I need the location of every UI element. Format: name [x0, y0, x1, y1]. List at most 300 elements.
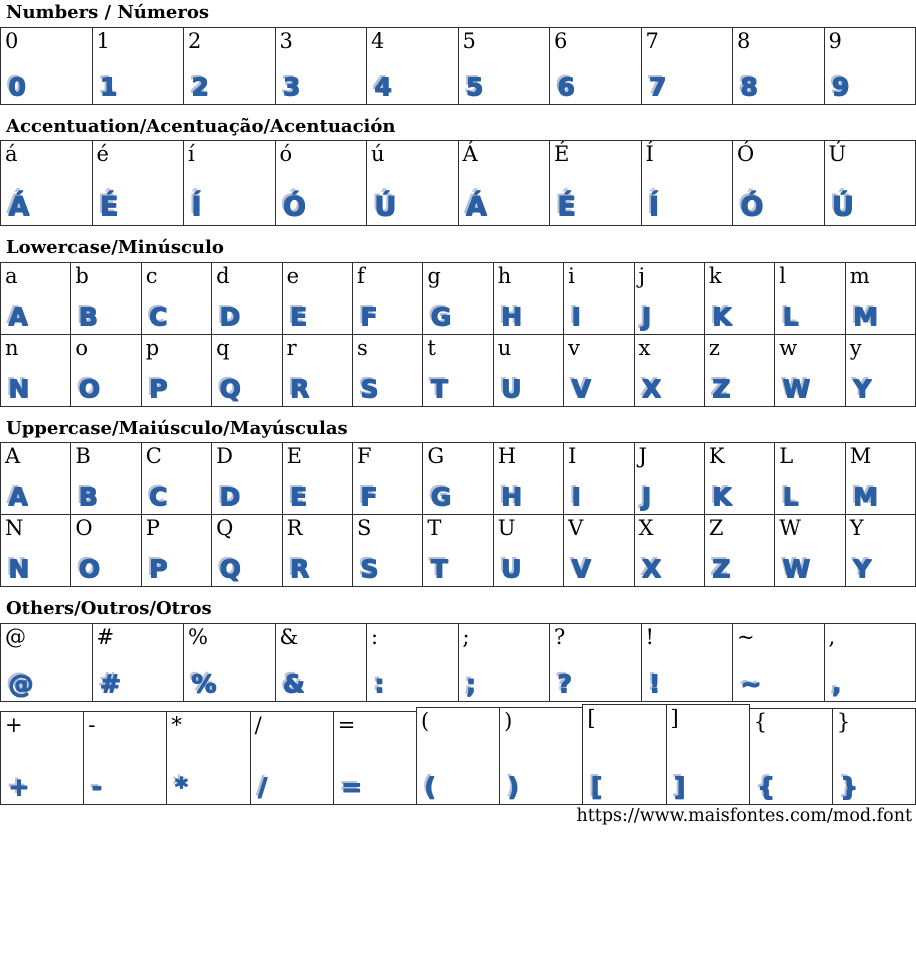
glyph-row — [0, 623, 916, 702]
glyph-sample: F — [360, 304, 377, 329]
glyph-cell — [493, 442, 564, 515]
glyph-cell — [275, 623, 368, 702]
glyph-sample: T — [430, 556, 447, 581]
glyph-cell — [493, 334, 564, 407]
glyph-cell — [183, 623, 276, 702]
glyph-sample: Ú — [374, 193, 396, 220]
glyph-label: Z — [709, 515, 724, 541]
glyph-sample: : — [374, 671, 384, 696]
glyph-sample: N — [8, 556, 29, 581]
glyph-row — [0, 334, 916, 407]
glyph-cell — [422, 262, 493, 335]
glyph-cell — [458, 623, 551, 702]
glyph-cell — [845, 442, 916, 515]
glyph-label: 0 — [5, 28, 18, 54]
glyph-cell — [211, 442, 282, 515]
glyph-cell — [563, 514, 634, 587]
glyph-label: l — [779, 263, 786, 289]
glyph-sample: G — [430, 304, 451, 329]
glyph-sample: O — [78, 376, 99, 401]
glyph-sample: Ó — [740, 193, 763, 220]
glyph-sample: V — [571, 376, 590, 401]
glyph-label: @ — [5, 624, 26, 650]
glyph-label: o — [75, 335, 88, 361]
glyph-cell — [141, 442, 212, 515]
glyph-label: P — [146, 515, 160, 541]
glyph-sample: V — [571, 556, 590, 581]
glyph-sample: Y — [853, 376, 871, 401]
glyph-label: y — [850, 335, 862, 361]
glyph-sample: / — [258, 774, 267, 799]
glyph-label: - — [88, 712, 95, 738]
glyph-row — [0, 262, 916, 335]
glyph-label: n — [5, 335, 19, 361]
glyph-sample: Q — [219, 556, 240, 581]
glyph-label: N — [5, 515, 23, 541]
glyph-sample: W — [782, 556, 810, 581]
glyph-label: B — [75, 443, 90, 469]
section-title-accentuation: Accentuation/Acentuação/Acentuación — [0, 116, 916, 141]
glyph-label: { — [754, 709, 767, 735]
glyph-sample: E — [290, 484, 307, 509]
glyph-cell — [422, 514, 493, 587]
glyph-label: X — [639, 515, 654, 541]
glyph-sample: L — [782, 484, 798, 509]
glyph-cell — [732, 623, 825, 702]
glyph-cell — [634, 514, 705, 587]
glyph-label: ~ — [737, 624, 755, 650]
glyph-sample: X — [642, 556, 661, 581]
glyph-sample: A — [8, 484, 27, 509]
glyph-label: d — [216, 263, 229, 289]
glyph-cell — [141, 262, 212, 335]
glyph-sample: X — [642, 376, 661, 401]
glyph-cell — [275, 140, 368, 226]
glyph-row — [0, 442, 916, 515]
glyph-label: j — [639, 263, 646, 289]
glyph-label: } — [837, 709, 850, 735]
glyph-sample: S — [360, 556, 378, 581]
glyph-sample: K — [712, 484, 731, 509]
glyph-sample: = — [341, 774, 362, 799]
glyph-sample: Ó — [283, 193, 306, 220]
glyph-label: A — [5, 443, 20, 469]
glyph-cell — [845, 262, 916, 335]
glyph-cell — [70, 514, 141, 587]
glyph-cell — [352, 514, 423, 587]
glyph-table-others — [0, 623, 916, 805]
glyph-sample: R — [290, 556, 309, 581]
glyph-cell — [211, 334, 282, 407]
glyph-label: F — [357, 443, 372, 469]
glyph-cell — [282, 442, 353, 515]
glyph-sample: B — [78, 484, 97, 509]
glyph-cell — [92, 140, 185, 226]
font-specimen-page — [0, 2, 916, 827]
glyph-sample: H — [501, 304, 522, 329]
specimen-sections — [0, 2, 916, 805]
glyph-label: z — [709, 335, 720, 361]
glyph-sample: J — [642, 304, 651, 329]
glyph-cell — [422, 442, 493, 515]
glyph-label: / — [255, 712, 262, 738]
glyph-label: p — [146, 335, 159, 361]
glyph-label: ] — [671, 705, 679, 731]
glyph-label: h — [498, 263, 512, 289]
glyph-table-lowercase — [0, 262, 916, 407]
glyph-cell — [458, 27, 551, 105]
glyph-cell — [641, 27, 734, 105]
glyph-label: 6 — [554, 28, 567, 54]
glyph-label: g — [427, 263, 440, 289]
glyph-cell — [634, 262, 705, 335]
glyph-row — [0, 140, 916, 226]
glyph-cell — [666, 704, 750, 805]
glyph-sample: 6 — [557, 74, 574, 99]
glyph-cell — [422, 334, 493, 407]
glyph-cell — [732, 140, 825, 226]
glyph-sample: [ — [590, 774, 601, 799]
glyph-label: = — [338, 712, 356, 738]
glyph-cell — [366, 27, 459, 105]
glyph-label: C — [146, 443, 162, 469]
glyph-sample: Í — [649, 193, 659, 220]
glyph-label: Ú — [829, 141, 847, 167]
glyph-label: b — [75, 263, 88, 289]
glyph-cell — [416, 707, 500, 805]
glyph-label: 4 — [371, 28, 384, 54]
glyph-table-accentuation — [0, 140, 916, 226]
glyph-label: ( — [421, 708, 429, 734]
glyph-cell — [70, 262, 141, 335]
glyph-cell — [832, 708, 916, 805]
glyph-cell — [824, 623, 916, 702]
glyph-label: k — [709, 263, 722, 289]
glyph-sample: I — [571, 484, 580, 509]
glyph-label: I — [568, 443, 576, 469]
glyph-cell — [549, 140, 642, 226]
glyph-cell — [641, 623, 734, 702]
glyph-table-numbers — [0, 27, 916, 105]
glyph-sample: # — [100, 671, 121, 696]
glyph-cell — [774, 262, 845, 335]
glyph-label: 7 — [646, 28, 659, 54]
glyph-sample: M — [853, 304, 878, 329]
glyph-label: ó — [280, 141, 293, 167]
glyph-cell — [183, 27, 276, 105]
glyph-cell — [732, 27, 825, 105]
glyph-sample: Á — [466, 193, 487, 220]
glyph-cell — [774, 514, 845, 587]
glyph-label: á — [5, 141, 18, 167]
glyph-sample: ; — [466, 671, 476, 696]
glyph-cell — [845, 334, 916, 407]
glyph-label: ! — [646, 624, 654, 650]
glyph-cell — [333, 711, 417, 805]
glyph-cell — [366, 140, 459, 226]
glyph-label: # — [97, 624, 115, 650]
glyph-label: : — [371, 624, 378, 650]
glyph-cell — [92, 623, 185, 702]
glyph-label: J — [639, 443, 647, 469]
glyph-cell — [704, 514, 775, 587]
glyph-cell — [141, 334, 212, 407]
glyph-sample: D — [219, 304, 240, 329]
glyph-label: T — [427, 515, 441, 541]
glyph-cell — [0, 442, 71, 515]
glyph-cell — [845, 514, 916, 587]
glyph-cell — [704, 262, 775, 335]
glyph-label: q — [216, 335, 229, 361]
glyph-cell — [275, 27, 368, 105]
glyph-sample: 0 — [8, 74, 25, 99]
glyph-label: + — [5, 712, 23, 738]
glyph-cell — [70, 334, 141, 407]
glyph-sample: A — [8, 304, 27, 329]
glyph-label: % — [188, 624, 208, 650]
glyph-cell — [641, 140, 734, 226]
glyph-label: M — [850, 443, 872, 469]
glyph-label: U — [498, 515, 516, 541]
glyph-sample: , — [832, 671, 842, 696]
glyph-sample: ! — [649, 671, 660, 696]
glyph-cell — [0, 514, 71, 587]
glyph-label: ? — [554, 624, 565, 650]
glyph-cell — [0, 140, 93, 226]
glyph-sample: B — [78, 304, 97, 329]
glyph-label: e — [287, 263, 299, 289]
glyph-label: D — [216, 443, 233, 469]
glyph-cell — [774, 442, 845, 515]
glyph-row — [0, 704, 916, 805]
glyph-sample: G — [430, 484, 451, 509]
glyph-label: t — [427, 335, 435, 361]
glyph-sample: 8 — [740, 74, 757, 99]
glyph-cell — [0, 623, 93, 702]
glyph-label: E — [287, 443, 302, 469]
glyph-sample: C — [149, 484, 167, 509]
glyph-label: H — [498, 443, 516, 469]
glyph-cell — [634, 442, 705, 515]
glyph-label: G — [427, 443, 444, 469]
glyph-label: a — [5, 263, 18, 289]
glyph-cell — [549, 27, 642, 105]
glyph-label: f — [357, 263, 365, 289]
glyph-label: [ — [587, 705, 595, 731]
glyph-sample: É — [557, 193, 575, 220]
glyph-sample: Z — [712, 376, 730, 401]
glyph-label: V — [568, 515, 583, 541]
glyph-label: Y — [850, 515, 864, 541]
glyph-sample: & — [283, 671, 305, 696]
glyph-cell — [282, 262, 353, 335]
glyph-cell — [563, 442, 634, 515]
section-title-others: Others/Outros/Otros — [0, 598, 916, 623]
glyph-cell — [493, 262, 564, 335]
glyph-label: Í — [646, 141, 654, 167]
glyph-cell — [704, 334, 775, 407]
glyph-label: 1 — [97, 28, 110, 54]
glyph-label: 8 — [737, 28, 750, 54]
glyph-sample: Ú — [832, 193, 854, 220]
glyph-sample: } — [840, 774, 858, 799]
glyph-cell — [824, 27, 916, 105]
glyph-cell — [92, 27, 185, 105]
glyph-sample: F — [360, 484, 377, 509]
glyph-sample: - — [91, 774, 101, 799]
glyph-label: s — [357, 335, 368, 361]
glyph-cell — [458, 140, 551, 226]
glyph-sample: D — [219, 484, 240, 509]
glyph-label: 5 — [463, 28, 476, 54]
glyph-sample: 2 — [191, 74, 208, 99]
glyph-sample: L — [782, 304, 798, 329]
glyph-cell — [0, 711, 84, 805]
glyph-cell — [704, 442, 775, 515]
glyph-sample: % — [191, 671, 216, 696]
glyph-label: L — [779, 443, 793, 469]
glyph-label: O — [75, 515, 92, 541]
glyph-label: Q — [216, 515, 233, 541]
glyph-label: v — [568, 335, 580, 361]
glyph-cell — [493, 514, 564, 587]
glyph-cell — [282, 334, 353, 407]
glyph-cell — [582, 704, 666, 805]
glyph-cell — [824, 140, 916, 226]
glyph-sample: 1 — [100, 74, 117, 99]
glyph-label: R — [287, 515, 303, 541]
glyph-cell — [141, 514, 212, 587]
glyph-cell — [166, 711, 250, 805]
glyph-cell — [183, 140, 276, 226]
glyph-cell — [211, 514, 282, 587]
glyph-cell — [0, 262, 71, 335]
glyph-label: m — [850, 263, 870, 289]
glyph-cell — [563, 334, 634, 407]
glyph-label: r — [287, 335, 297, 361]
glyph-sample: T — [430, 376, 447, 401]
glyph-cell — [499, 707, 583, 805]
glyph-label: c — [146, 263, 158, 289]
glyph-sample: M — [853, 484, 878, 509]
glyph-label: é — [97, 141, 109, 167]
glyph-sample: É — [100, 193, 118, 220]
glyph-sample: O — [78, 556, 99, 581]
glyph-sample: Í — [191, 193, 201, 220]
glyph-sample: W — [782, 376, 810, 401]
glyph-sample: E — [290, 304, 307, 329]
glyph-sample: 5 — [466, 74, 483, 99]
glyph-cell — [634, 334, 705, 407]
glyph-label: í — [188, 141, 195, 167]
glyph-label: w — [779, 335, 797, 361]
glyph-cell — [250, 711, 334, 805]
glyph-sample: P — [149, 556, 167, 581]
glyph-label: É — [554, 141, 569, 167]
glyph-label: W — [779, 515, 801, 541]
glyph-label: u — [498, 335, 512, 361]
glyph-label: ú — [371, 141, 385, 167]
glyph-label: 2 — [188, 28, 201, 54]
glyph-sample: @ — [8, 671, 33, 696]
glyph-sample: U — [501, 556, 521, 581]
glyph-sample: J — [642, 484, 651, 509]
glyph-sample: Y — [853, 556, 871, 581]
section-title-lowercase: Lowercase/Minúsculo — [0, 237, 916, 262]
glyph-sample: Q — [219, 376, 240, 401]
section-title-numbers: Numbers / Números — [0, 2, 916, 27]
glyph-label: Ó — [737, 141, 754, 167]
glyph-label: Á — [463, 141, 478, 167]
glyph-sample: K — [712, 304, 731, 329]
glyph-sample: ] — [674, 774, 685, 799]
glyph-row — [0, 514, 916, 587]
glyph-sample: S — [360, 376, 378, 401]
glyph-sample: Á — [8, 193, 29, 220]
glyph-label: 9 — [829, 28, 842, 54]
glyph-label: K — [709, 443, 725, 469]
glyph-sample: ( — [424, 774, 435, 799]
glyph-sample: R — [290, 376, 309, 401]
glyph-label: S — [357, 515, 371, 541]
glyph-label: & — [280, 624, 299, 650]
glyph-sample: * — [174, 774, 187, 799]
glyph-cell — [0, 27, 93, 105]
glyph-cell — [352, 442, 423, 515]
glyph-sample: I — [571, 304, 580, 329]
glyph-sample: P — [149, 376, 167, 401]
glyph-sample: 9 — [832, 74, 849, 99]
glyph-cell — [563, 262, 634, 335]
glyph-cell — [83, 711, 167, 805]
glyph-label: i — [568, 263, 575, 289]
glyph-sample: N — [8, 376, 29, 401]
glyph-cell — [352, 334, 423, 407]
glyph-sample: { — [757, 774, 775, 799]
glyph-label: x — [639, 335, 651, 361]
glyph-cell — [366, 623, 459, 702]
glyph-cell — [211, 262, 282, 335]
glyph-label: * — [171, 712, 182, 738]
glyph-label: ; — [463, 624, 470, 650]
glyph-label: ) — [504, 708, 512, 734]
source-url: https://www.maisfontes.com/mod.font — [0, 805, 916, 827]
glyph-sample: H — [501, 484, 522, 509]
glyph-sample: C — [149, 304, 167, 329]
glyph-sample: ~ — [740, 671, 761, 696]
glyph-cell — [0, 334, 71, 407]
glyph-sample: Z — [712, 556, 730, 581]
glyph-sample: ) — [507, 774, 518, 799]
glyph-table-uppercase — [0, 442, 916, 587]
glyph-sample: 3 — [283, 74, 300, 99]
glyph-sample: 7 — [649, 74, 666, 99]
glyph-sample: ? — [557, 671, 572, 696]
glyph-cell — [774, 334, 845, 407]
glyph-cell — [352, 262, 423, 335]
glyph-sample: U — [501, 376, 521, 401]
glyph-label: , — [829, 624, 836, 650]
glyph-cell — [70, 442, 141, 515]
section-title-uppercase: Uppercase/Maiúsculo/Mayúsculas — [0, 418, 916, 443]
glyph-label: 3 — [280, 28, 293, 54]
glyph-row — [0, 27, 916, 105]
glyph-cell — [282, 514, 353, 587]
glyph-cell — [549, 623, 642, 702]
glyph-cell — [749, 708, 833, 805]
glyph-sample: 4 — [374, 74, 391, 99]
glyph-sample: + — [8, 774, 29, 799]
